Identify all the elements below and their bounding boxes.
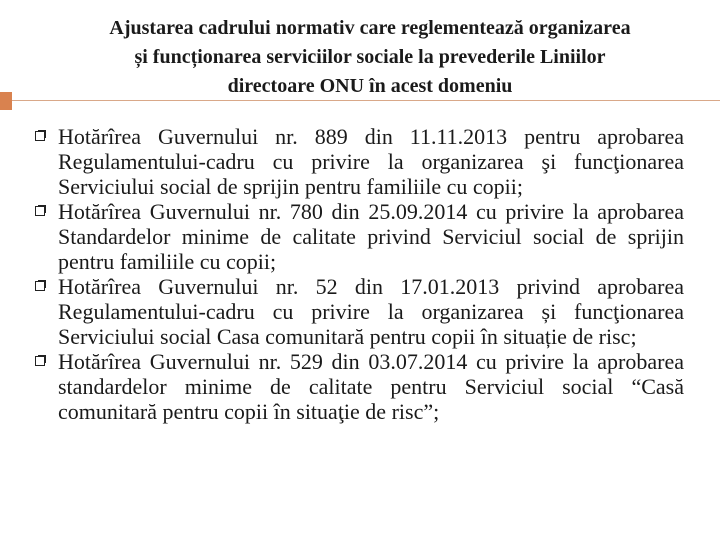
title-line: Ajustarea cadrului normativ care reglementează organizarea [109, 17, 631, 39]
square-bullet-icon [35, 206, 45, 216]
square-bullet-icon [35, 281, 45, 291]
accent-block [0, 92, 12, 110]
title-line: directoare ONU în acest domeniu [227, 75, 513, 97]
square-bullet-icon [35, 131, 45, 141]
bullet-item [0, 124, 720, 199]
bullet-item [0, 199, 720, 274]
bullet-item [0, 274, 720, 349]
title-line: și funcționarea serviciilor sociale la prevederile Liniilor [134, 46, 606, 68]
bullet-list [0, 124, 720, 424]
bullet-text: Hotărîrea Guvernului nr. 889 din 11.11.2013 pentru aprobarea Regulamentului-cadru cu privire la organizarea şi funcţionarea Serviciului social de sprijin pentru familiile cu copii; [58, 124, 684, 199]
bullet-text: Hotărîrea Guvernului nr. 52 din 17.01.2013 privind aprobarea Regulamentului-cadru cu privire la organizarea și funcţionarea Serviciului social Casa comunitară pentru copii în situație de risc; [58, 274, 684, 349]
bullet-text: Hotărîrea Guvernului nr. 529 din 03.07.2014 cu privire la aprobarea standardelor minime de calitate pentru Serviciul social “Casă comunitară pentru copii în situaţie de risc”; [58, 349, 684, 424]
square-bullet-icon [35, 356, 45, 366]
bullet-text: Hotărîrea Guvernului nr. 780 din 25.09.2014 cu privire la aprobarea Standardelor minime de calitate privind Serviciul social de sprijin pentru familiile cu copii; [58, 199, 684, 274]
accent-divider [12, 100, 720, 101]
slide-title [40, 14, 700, 101]
bullet-item [0, 349, 720, 424]
